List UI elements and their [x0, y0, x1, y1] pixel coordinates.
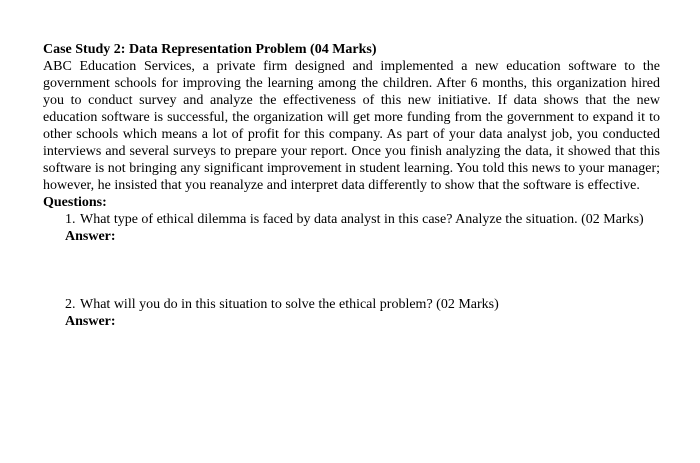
case-study-title: Case Study 2: Data Representation Problem (04 Marks)	[43, 42, 377, 57]
case-study-document	[43, 41, 660, 330]
question-1-number: 1.	[65, 212, 76, 227]
answer-1-space	[43, 245, 660, 296]
question-2-text: What will you do in this situation to solve the ethical problem? (02 Marks)	[80, 297, 499, 312]
question-2-answer-label: Answer:	[65, 314, 116, 329]
case-study-body: ABC Education Services, a private firm designed and implemented a new education software to the government schools for improving the learning among the children. After 6 months, this organization hired you to conduct survey and analyze the effectiveness of this new initiative. If data shows that the new education software is successful, the organization will get more funding from the government to expand it to other schools which means a lot of profit for this company. As part of your data analyst job, you conducted interviews and several surveys to prepare your report. Once you finish analyzing the data, it showed that this software is not bringing any significant improvement in student learning. You told this news to your manager; however, he insisted that you reanalyze and interpret data differently to show that the software is effective.	[43, 59, 660, 193]
questions-heading: Questions:	[43, 195, 107, 210]
question-1	[43, 211, 660, 228]
question-2-number: 2.	[65, 297, 76, 312]
question-list	[43, 211, 660, 330]
question-1-answer-label: Answer:	[65, 229, 116, 244]
question-1-text: What type of ethical dilemma is faced by data analyst in this case? Analyze the situation. (02 Marks)	[80, 212, 644, 227]
question-2	[43, 296, 660, 313]
